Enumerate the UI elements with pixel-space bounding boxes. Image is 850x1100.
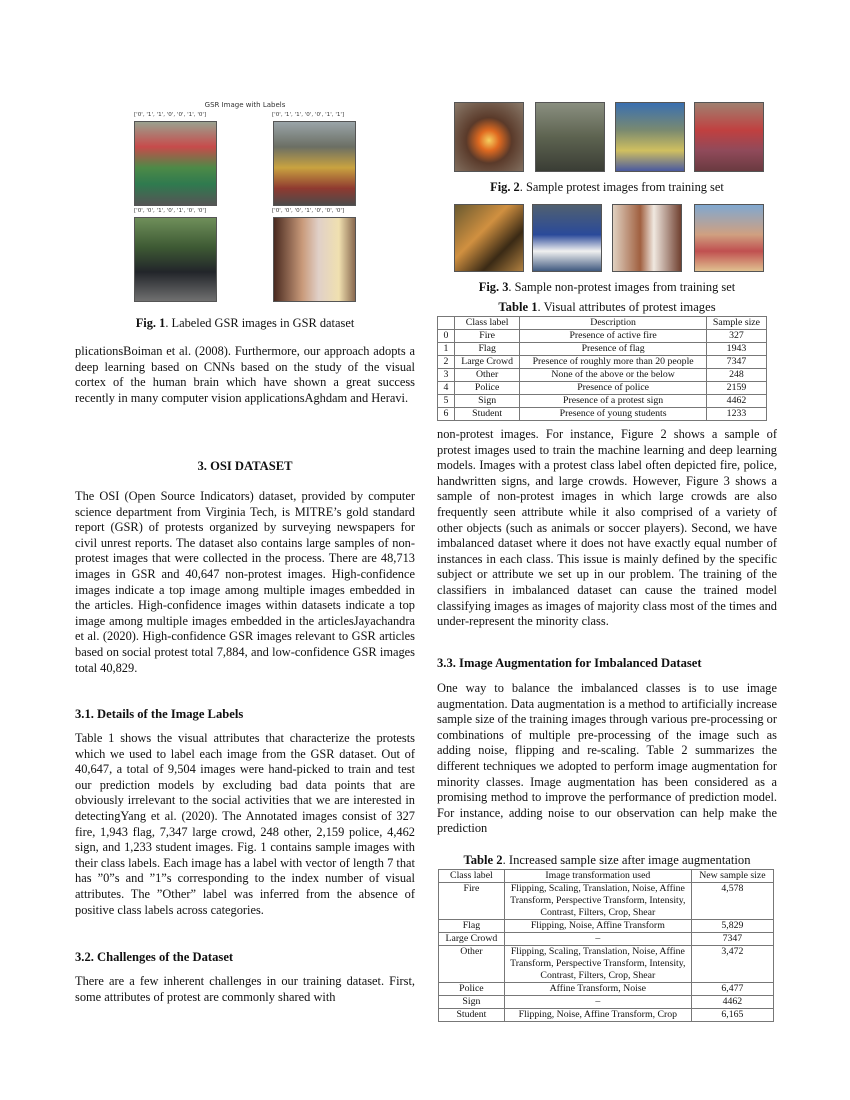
section-3-1-heading: 3.1. Details of the Image Labels — [75, 707, 244, 721]
table2-cell: Flipping, Noise, Affine Transform, Crop — [504, 1009, 691, 1022]
fig2-image-police — [535, 102, 605, 172]
table1-row — [438, 395, 767, 408]
fig3-caption — [437, 280, 777, 295]
table2-caption-text: . Increased sample size after image augmentation — [502, 853, 751, 867]
labels-paragraph: Table 1 shows the visual attributes that characterize the protests which we used to label each image from the GSR dataset. Out of 40,647, a total of 9,504 images were hand-picked to train and test our prediction models by excluding bad data points that are obviously irrelevant to the social activities that we are interested in detectingYang et al. (2020). The Annotated images consist of 327 fire, 1,943 flag, 7,347 large crowd, 248 other, 2,159 police, 4,462 sign, and 1,233 student images. Fig. 1 contains sample images with their class labels. Each image has a label with vector of length 7 that has ”0”s and ”1”s corresponding to the index number of visual attributes. The ”Other” label was inferred from the absence of positive class labels across categories. — [75, 731, 415, 917]
table2-cell: 6,477 — [691, 983, 773, 996]
table2-cell: Student — [439, 1009, 505, 1022]
fig3-caption-num: Fig. 3 — [478, 280, 509, 294]
table2-header: Image transformation used — [504, 870, 691, 883]
fig2-image-crowd — [694, 102, 764, 172]
table2-cell: Affine Transform, Noise — [504, 983, 691, 996]
table2-cell: – — [504, 933, 691, 946]
table2-cell: 3,472 — [691, 946, 773, 983]
table2-row — [439, 996, 774, 1009]
table1-cell: 7347 — [706, 356, 766, 369]
table1-cell: Presence of young students — [520, 408, 707, 421]
table2-cell: Flipping, Scaling, Translation, Noise, Affine Transform, Perspective Transform, Intensity, Contrast, Filters, Crop, Shear — [504, 946, 691, 983]
table2-row — [439, 983, 774, 996]
protest-challenges-paragraph: non-protest images. For instance, Figure 2 shows a sample of protest images used to train the machine learning and deep learning models. Images with a protest class label often depicted fire, police, handwritten signs, and large crowds. However, Figure 3 shows a sample of non-protest images in which large crowds are also frequently seen attribute while it also comprised of a variety of other objects (such as animals or soccer players). Second, we have imbalanced dataset where it does not have exactly equal number of instances in each class. This issue is mainly defined by the specific subject or attribute we set up in our problem. The training of the classifiers in imbalanced dataset can cause the trained model classifying images as images of majority class most of the times and under-represent the minority class. — [437, 427, 777, 629]
table1-cell: Presence of police — [520, 382, 707, 395]
table1-row — [438, 369, 767, 382]
table1-row — [438, 382, 767, 395]
table2-cell: – — [504, 996, 691, 1009]
table1-cell: Police — [455, 382, 520, 395]
fig1-label-4: ['0', '0', '0', '1', '0', '0', '0'] — [272, 208, 345, 214]
table2-row — [439, 883, 774, 920]
fig1-image-2 — [273, 121, 356, 206]
intro-paragraph: plicationsBoiman et al. (2008). Furthermore, our approach adopts a deep learning based on CNNs based on the study of the visual cortex of the human brain which have shown a great success recently in many computer vision applicationsAghdam and Heravi. — [75, 344, 415, 405]
table1-cell: None of the above or the below — [520, 369, 707, 382]
table1-cell: 248 — [706, 369, 766, 382]
table2-caption-num: Table 2 — [463, 853, 503, 867]
table1-cell: 0 — [438, 330, 455, 343]
fig2-image-fire — [454, 102, 524, 172]
table2-cell: Flag — [439, 920, 505, 933]
table1-header: Sample size — [706, 317, 766, 330]
table1 — [437, 316, 767, 421]
table1-row — [438, 343, 767, 356]
fig1-label-3: ['0', '0', '1', '0', '1', '0', '0'] — [134, 208, 207, 214]
table2-row — [439, 946, 774, 983]
table1-cell: Other — [455, 369, 520, 382]
fig3-image-soccer — [532, 204, 602, 272]
fig3-image-beach — [694, 204, 764, 272]
table2-row — [439, 1009, 774, 1022]
fig3-image-people — [612, 204, 682, 272]
fig1-image-3 — [134, 217, 217, 302]
section-3-2-heading: 3.2. Challenges of the Dataset — [75, 950, 234, 964]
fig2-image-sign — [615, 102, 685, 172]
table2-cell: 4462 — [691, 996, 773, 1009]
challenges-paragraph: There are a few inherent challenges in our training dataset. First, some attributes of protest are commonly shared with — [75, 974, 415, 1004]
table1-row — [438, 356, 767, 369]
table1-header-row — [438, 317, 767, 330]
table1-header: Class label — [455, 317, 520, 330]
fig1-plot-title: GSR Image with Labels — [204, 101, 286, 109]
table2-cell: Large Crowd — [439, 933, 505, 946]
section-3-3-heading: 3.3. Image Augmentation for Imbalanced Dataset — [437, 656, 702, 670]
table1-cell: Presence of flag — [520, 343, 707, 356]
osi-paragraph: The OSI (Open Source Indicators) dataset, provided by computer science department from Virginia Tech, is MITRE’s gold standard report (GSR) of protests organized by surveying newspapers for civil unrest reports. The dataset also contains large samples of non-protest images that were collected in the process. There are 48,713 images in GSR and 40,647 non-protest images. High-confidence images indicate a top image among multiple images embedded in the articles. High-confidence images within datasets indicate a top image among multiple images embedded in the articlesJayachandra et al. (2020). High-confidence GSR images relevant to GSR articles based on social protest total 7,884, and low-confidence GSR images total 40,829. — [75, 489, 415, 675]
fig1-label-2: ['0', '1', '1', '0', '0', '1', '1'] — [272, 112, 345, 118]
table1-header — [438, 317, 455, 330]
augmentation-paragraph: One way to balance the imbalanced classes is to use image augmentation. Data augmentation is a method to artificially increase sample size of the training images through various pre-processing or combinations of multiple pre-processing of the image such as adding noise, flipping and re-scaling. Table 2 summarizes the different techniques we adopted to perform image augmentation for minority classes. Image augmentation has been considered as a promising method to improve the performance of prediction model. For instance, adding noise to our observation can help make the prediction — [437, 681, 777, 836]
table2-cell: Fire — [439, 883, 505, 920]
fig1-label-1: ['0', '1', '1', '0', '0', '1', '0'] — [134, 112, 207, 118]
table1-cell: 327 — [706, 330, 766, 343]
fig1-image-4 — [273, 217, 356, 302]
table2-header: New sample size — [691, 870, 773, 883]
table2 — [438, 869, 774, 1022]
table1-cell: Presence of active fire — [520, 330, 707, 343]
table1-caption-text: . Visual attributes of protest images — [537, 300, 716, 314]
table2-cell: Other — [439, 946, 505, 983]
table1-cell: Fire — [455, 330, 520, 343]
table2-cell: Flipping, Noise, Affine Transform — [504, 920, 691, 933]
fig3-image-tiger — [454, 204, 524, 272]
table1-cell: 4 — [438, 382, 455, 395]
table2-cell: 4,578 — [691, 883, 773, 920]
table1-cell: 5 — [438, 395, 455, 408]
table1-cell: Large Crowd — [455, 356, 520, 369]
table2-cell: Flipping, Scaling, Translation, Noise, Affine Transform, Perspective Transform, Intensity, Contrast, Filters, Crop, Shear — [504, 883, 691, 920]
table2-row — [439, 920, 774, 933]
fig1-image-1 — [134, 121, 217, 206]
table2-cell: 6,165 — [691, 1009, 773, 1022]
table2-cell: Sign — [439, 996, 505, 1009]
table2-cell: 7347 — [691, 933, 773, 946]
table1-caption — [437, 300, 777, 315]
fig1-caption-num: Fig. 1 — [135, 316, 166, 330]
fig2-caption-num: Fig. 2 — [490, 180, 520, 194]
fig1-caption-text: . Labeled GSR images in GSR dataset — [165, 316, 355, 330]
table1-cell: Student — [455, 408, 520, 421]
table1-row — [438, 408, 767, 421]
table2-header-row — [439, 870, 774, 883]
table1-cell: Presence of roughly more than 20 people — [520, 356, 707, 369]
table1-row — [438, 330, 767, 343]
table1-cell: 2 — [438, 356, 455, 369]
fig3-caption-text: . Sample non-protest images from training set — [508, 280, 736, 294]
table2-cell: Police — [439, 983, 505, 996]
table1-cell: 3 — [438, 369, 455, 382]
section-3-heading: 3. OSI DATASET — [197, 459, 293, 473]
table2-header: Class label — [439, 870, 505, 883]
fig2-caption-text: . Sample protest images from training set — [519, 180, 724, 194]
table2-cell: 5,829 — [691, 920, 773, 933]
table1-cell: 6 — [438, 408, 455, 421]
table1-cell: 2159 — [706, 382, 766, 395]
table1-cell: 1943 — [706, 343, 766, 356]
table2-row — [439, 933, 774, 946]
fig2-caption — [437, 180, 777, 195]
table1-cell: 4462 — [706, 395, 766, 408]
fig1-caption — [75, 316, 415, 331]
table1-cell: 1233 — [706, 408, 766, 421]
table1-cell: 1 — [438, 343, 455, 356]
table1-cell: Flag — [455, 343, 520, 356]
table1-cell: Sign — [455, 395, 520, 408]
table1-cell: Presence of a protest sign — [520, 395, 707, 408]
table1-caption-num: Table 1 — [498, 300, 538, 314]
table1-header: Description — [520, 317, 707, 330]
table2-caption — [437, 853, 777, 868]
